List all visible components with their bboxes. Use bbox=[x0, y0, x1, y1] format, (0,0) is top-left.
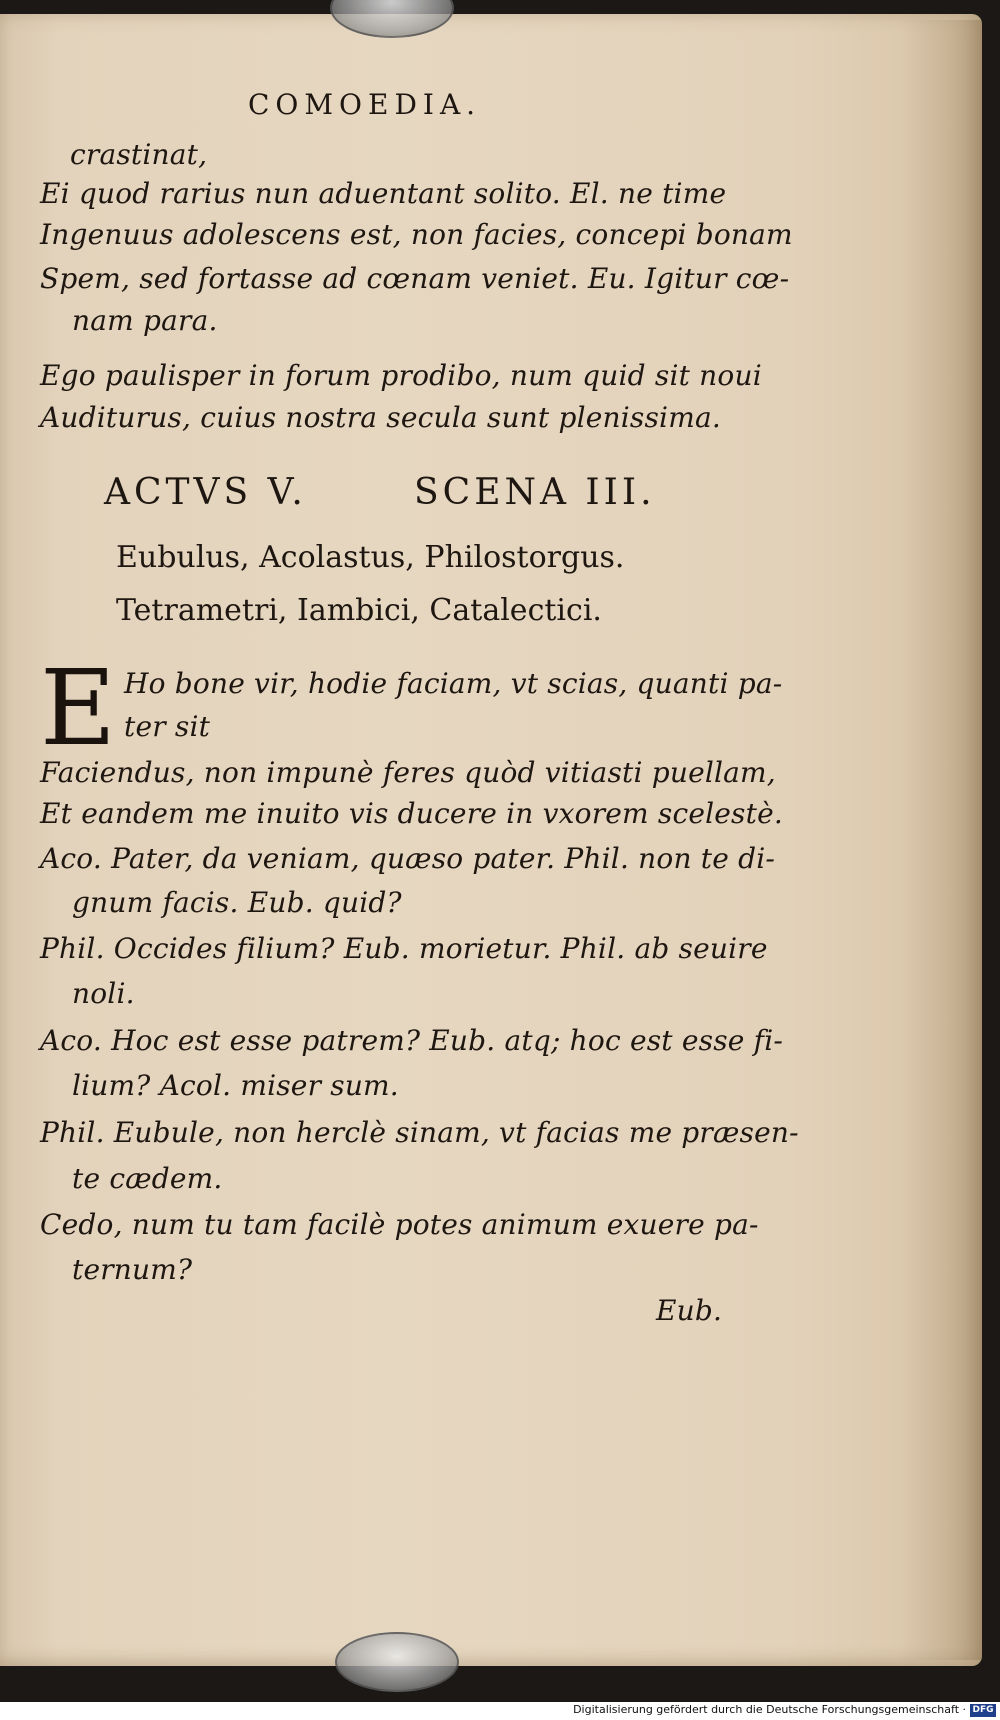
text-line: nam para. bbox=[72, 304, 218, 337]
text-line: Aco. Pater, da veniam, quæso pater. Phil. non te di- bbox=[40, 842, 776, 875]
act-heading: ACTVS V. bbox=[104, 472, 307, 513]
catchword: Eub. bbox=[656, 1294, 723, 1327]
dramatis-personae: Eubulus, Acolastus, Philostorgus. bbox=[116, 540, 625, 575]
text-line: Ho bone vir, hodie faciam, vt scias, quanti pa- bbox=[124, 667, 783, 700]
text-line: Auditurus, cuius nostra secula sunt plenissima. bbox=[40, 401, 721, 434]
text-line: noli. bbox=[72, 977, 135, 1010]
text-line: te cædem. bbox=[72, 1162, 223, 1195]
drop-cap: E bbox=[40, 647, 116, 769]
text-line: Et eandem me inuito vis ducere in vxorem scelestè. bbox=[40, 797, 783, 830]
text-line: Ego paulisper in forum prodibo, num quid sit noui bbox=[40, 359, 762, 392]
text-line: crastinat, bbox=[70, 138, 208, 171]
text-line: gnum facis. Eub. quid? bbox=[72, 886, 402, 919]
text-line: ternum? bbox=[72, 1253, 193, 1286]
scene-heading: SCENA III. bbox=[414, 472, 656, 513]
meter-note: Tetrametri, Iambici, Catalectici. bbox=[116, 593, 602, 628]
text-line: Ingenuus adolescens est, non facies, concepi bonam bbox=[40, 218, 793, 251]
text-line: ter sit bbox=[124, 710, 211, 743]
running-title: COMOEDIA. bbox=[248, 88, 482, 121]
text-line: Spem, sed fortasse ad cœnam veniet. Eu. Igitur cœ- bbox=[40, 262, 790, 295]
digitization-credit: Digitalisierung gefördert durch die Deutsche Forschungsgemeinschaft · bbox=[573, 1703, 966, 1716]
text-line: Phil. Occides filium? Eub. morietur. Phil. ab seuire bbox=[40, 932, 768, 965]
text-line: Cedo, num tu tam facilè potes animum exuere pa- bbox=[40, 1208, 759, 1241]
text-line: Aco. Hoc est esse patrem? Eub. atq; hoc est esse fi- bbox=[40, 1024, 784, 1057]
text-line: Ei quod rarius nun aduentant solito. El. ne time bbox=[40, 177, 727, 210]
text-line: Phil. Eubule, non herclè sinam, vt facias me præsen- bbox=[40, 1116, 799, 1149]
dfg-logo: DFG bbox=[970, 1704, 996, 1717]
text-line: lium? Acol. miser sum. bbox=[72, 1069, 399, 1102]
text-line: Faciendus, non impunè feres quòd vitiasti puellam, bbox=[40, 756, 776, 789]
